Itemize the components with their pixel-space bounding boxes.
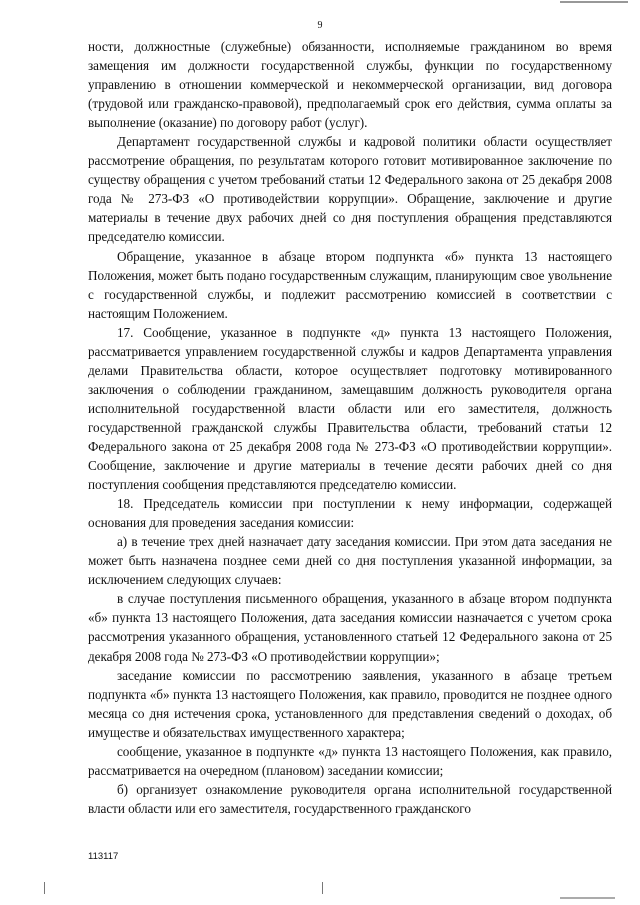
document-body	[88, 37, 612, 818]
paragraph-item-17: 17. Сообщение, указанное в подпункте «д» пункта 13 настоящего Положения, рассматривается управлением государственной службы и кадров Департамента управления делами Правительства области, которое осуществляет подготовку мотивированного заключения о соблюдении гражданином, замещавшим должность руководителя органа исполнительной государственной власти области или его заместителя, должность государственной гражданской службы Правительства области, требований статьи 12 Федерального закона от 25 декабря 2008 года № 273-ФЗ «О противодействии коррупции». Сообщение, заключение и другие материалы в течение десяти рабочих дней со дня поступления сообщения представляются председателю комиссии.	[88, 324, 612, 493]
paragraph-item-18: 18. Председатель комиссии при поступлении к нему информации, содержащей основания для проведения заседания комиссии:	[88, 496, 612, 531]
paragraph-case-message: сообщение, указанное в подпункте «д» пункта 13 настоящего Положения, как правило, рассматривается на очередном (плановом) заседании комиссии;	[88, 743, 612, 778]
scan-mark-bottom-center	[322, 882, 323, 894]
footer-code: 113117	[88, 851, 119, 862]
paragraph-appeal-resignation: Обращение, указанное в абзаце втором подпункта «б» пункта 13 настоящего Положения, может быть подано государственным служащим, планирующим свое увольнение с государственной службы, и подлежит рассмотрению комиссией в соответствии с настоящим Положением.	[88, 248, 612, 321]
paragraph-case-written-appeal: в случае поступления письменного обращения, указанного в абзаце втором подпункта «б» пункта 13 настоящего Положения, дата заседания комиссии назначается с учетом срока рассмотрения указанного обращения, установленного статьей 12 Федерального закона от 25 декабря 2008 года № 273-ФЗ «О противодействии коррупции»;	[88, 591, 612, 664]
paragraph-department-review: Департамент государственной службы и кадровой политики области осуществляет рассмотрение обращения, по результатам которого готовит мотивированное заключение по существу обращения с учетом требований статьи 12 Федерального закона от 25 декабря 2008 года № 273-ФЗ «О противодействии коррупции». Обращение, заключение и другие материалы в течение двух рабочих дней со дня поступления обращения представляются председателю комиссии.	[88, 134, 612, 245]
page-number: 9	[317, 20, 323, 31]
scan-mark-bottom	[560, 897, 615, 899]
scan-mark-bottom-left	[44, 882, 45, 894]
paragraph-case-application: заседание комиссии по рассмотрению заявления, указанного в абзаце третьем подпункта «б» пункта 13 настоящего Положения, как правило, проводится не позднее одного месяца со дня истечения срока, установленного для представления сведений о доходах, об имуществе и обязательствах имущественного характера;	[88, 667, 612, 740]
scan-mark-top	[560, 1, 628, 3]
paragraph-item-18-b: б) организует ознакомление руководителя органа исполнительной государственной власти области или его заместителя, государственного гражданского	[88, 781, 612, 816]
paragraph-item-18-a: а) в течение трех дней назначает дату заседания комиссии. При этом дата заседания не может быть назначена позднее семи дней со дня поступления указанной информации, за исключением следующих случаев:	[88, 534, 612, 588]
paragraph-continuation: ности, должностные (служебные) обязанности, исполняемые гражданином во время замещения им должности государственной службы, функции по государственному управлению в отношении коммерческой и некоммерческой организации, вид договора (трудовой или гражданско-правовой), предполагаемый срок его действия, сумма оплаты за выполнение (оказание) по договору работ (услуг).	[88, 39, 612, 131]
